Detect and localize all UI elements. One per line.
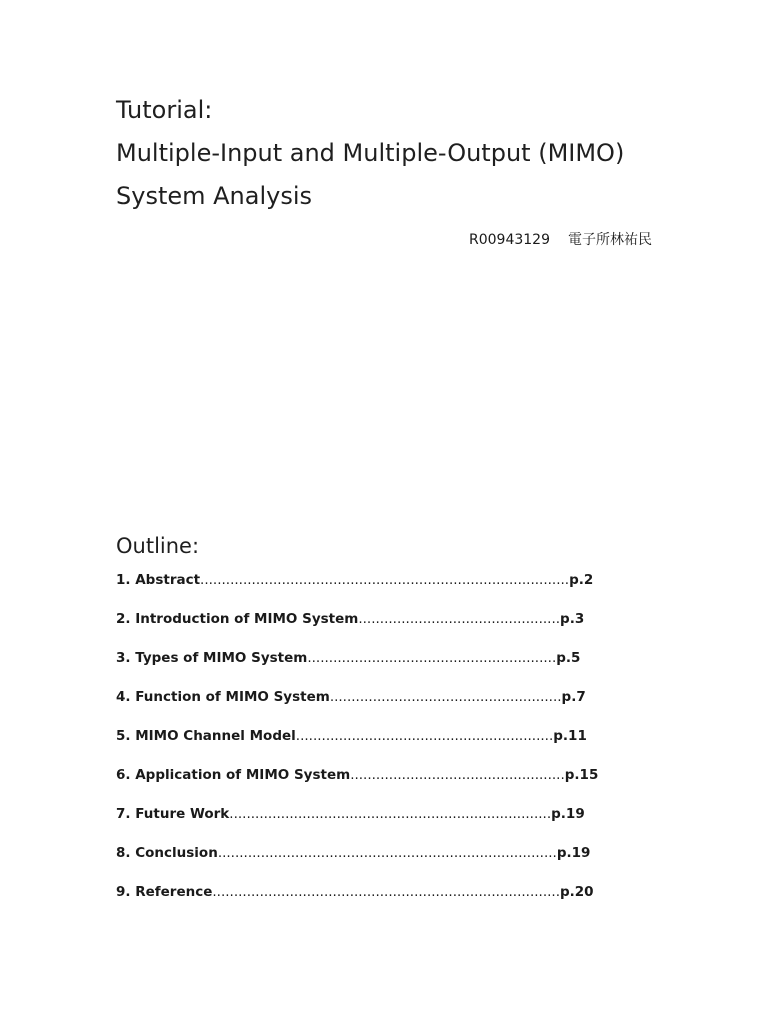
toc-entry-conclusion	[116, 843, 596, 882]
document-title-line-3: System Analysis	[116, 182, 313, 210]
toc-dot-leader: ..........................................................	[307, 650, 557, 666]
table-of-contents	[116, 570, 599, 921]
toc-page-number: p.7	[561, 689, 586, 705]
document-title-line-1: Tutorial:	[116, 96, 213, 124]
toc-entry-label: 8. Conclusion	[116, 845, 218, 861]
author-name: 電子所林祐民	[568, 232, 652, 248]
document-title-line-2: Multiple-Input and Multiple-Output (MIMO)	[116, 139, 625, 167]
outline-heading: Outline:	[116, 534, 200, 558]
toc-entry-label: 7. Future Work	[116, 806, 230, 822]
toc-entry-label: 4. Function of MIMO System	[116, 689, 330, 705]
toc-entry-application	[116, 765, 599, 804]
toc-entry-reference	[116, 882, 596, 921]
toc-entry-future-work	[116, 804, 596, 843]
toc-dot-leader: .................................................................................	[212, 884, 560, 900]
toc-entry-label: 1. Abstract	[116, 572, 201, 588]
toc-dot-leader: ......................................................................................	[200, 572, 570, 588]
toc-entry-label: 5. MIMO Channel Model	[116, 728, 296, 744]
toc-dot-leader: ......................................................	[329, 689, 562, 705]
toc-entry-types	[116, 648, 596, 687]
toc-entry-channel-model	[116, 726, 596, 765]
toc-page-number: p.19	[551, 806, 585, 822]
toc-entry-introduction	[116, 609, 596, 648]
toc-entry-label: 2. Introduction of MIMO System	[116, 611, 359, 627]
toc-page-number: p.15	[564, 767, 599, 783]
toc-page-number: p.11	[553, 728, 587, 744]
toc-entry-label: 3. Types of MIMO System	[116, 650, 308, 666]
author-line	[469, 230, 652, 250]
toc-dot-leader: ..................................................	[350, 767, 565, 783]
toc-dot-leader: ...............................................	[358, 611, 561, 627]
toc-page-number: p.20	[559, 884, 594, 900]
toc-page-number: p.2	[569, 572, 594, 588]
toc-dot-leader: ............................................................	[295, 728, 554, 744]
toc-dot-leader: ...........................................................................	[229, 806, 552, 822]
toc-entry-label: 9. Reference	[116, 884, 213, 900]
toc-page-number: p.3	[560, 611, 585, 627]
toc-entry-label: 6. Application of MIMO System	[116, 767, 351, 783]
toc-entry-abstract	[116, 570, 596, 609]
toc-page-number: p.19	[556, 845, 591, 861]
toc-dot-leader: ...............................................................................	[217, 845, 557, 861]
student-id: R00943129	[469, 232, 550, 248]
toc-page-number: p.5	[556, 650, 581, 666]
toc-entry-function	[116, 687, 596, 726]
